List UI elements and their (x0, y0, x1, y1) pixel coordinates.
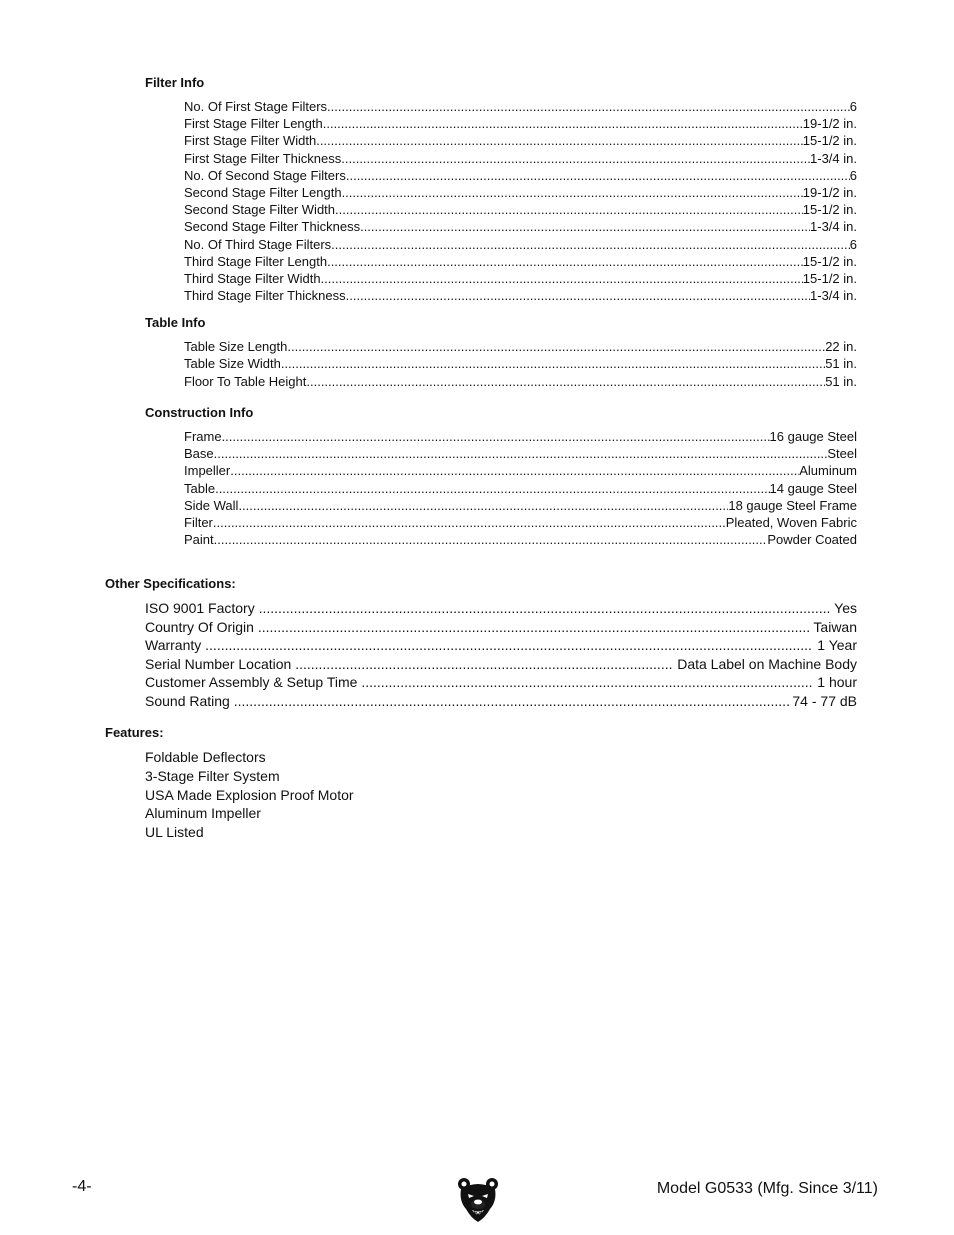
spec-row (145, 619, 857, 638)
spec-value: 15-1/2 in. (802, 270, 857, 286)
spec-row (184, 237, 857, 254)
spec-label: Second Stage Filter Width (184, 202, 336, 218)
spec-value: 15-1/2 in. (802, 202, 857, 218)
spec-row (184, 168, 857, 185)
page-number: -4- (72, 1178, 92, 1195)
construction-info-heading: Construction Info (145, 405, 254, 420)
spec-label: Filter (184, 514, 213, 530)
spec-label: Serial Number Location (145, 655, 296, 672)
leader-dots (213, 515, 726, 530)
spec-value: 6 (849, 236, 857, 252)
spec-row (184, 185, 857, 202)
leader-dots (258, 619, 810, 635)
spec-row (184, 219, 857, 236)
spec-label: Frame (184, 429, 222, 444)
leader-dots (215, 481, 769, 496)
bear-head-logo-icon (457, 1177, 499, 1223)
spec-label: No. Of First Stage Filters (184, 99, 328, 114)
leader-dots (230, 463, 799, 478)
spec-label: First Stage Filter Width (184, 133, 317, 149)
spec-label: No. Of Third Stage Filters (184, 236, 332, 252)
spec-value: Powder Coated (767, 532, 857, 548)
spec-row (184, 99, 857, 116)
spec-value: Yes (830, 600, 857, 616)
spec-row (145, 674, 857, 693)
spec-row (145, 693, 857, 712)
spec-value: Data Label on Machine Body (673, 655, 857, 672)
spec-row (184, 254, 857, 271)
model-label: Model G0533 (Mfg. Since 3/11) (656, 1180, 878, 1197)
spec-value: 51 in. (825, 373, 857, 389)
spec-label: Third Stage Filter Thickness (184, 288, 346, 304)
table-info-heading: Table Info (145, 315, 206, 330)
spec-label: No. Of Second Stage Filters (184, 167, 346, 183)
spec-value: Aluminum (799, 463, 857, 479)
leader-dots (360, 219, 810, 234)
spec-row (184, 463, 857, 480)
spec-value: 16 gauge Steel (769, 429, 857, 444)
leader-dots (335, 202, 803, 217)
spec-value: 6 (849, 99, 857, 114)
spec-value: 6 (849, 167, 857, 183)
spec-label: Second Stage Filter Length (184, 184, 342, 200)
leader-dots (331, 237, 850, 252)
leader-dots (321, 271, 803, 286)
leader-dots (341, 151, 810, 166)
spec-value: 19-1/2 in. (802, 116, 857, 132)
spec-label: Base (184, 446, 214, 462)
spec-row (184, 151, 857, 168)
spec-row (184, 356, 857, 373)
leader-dots (222, 429, 770, 444)
spec-row (145, 600, 857, 619)
spec-value: 1-3/4 in. (810, 150, 857, 166)
leader-dots (234, 693, 789, 709)
spec-row (145, 656, 857, 675)
spec-row (184, 429, 857, 446)
spec-label: Customer Assembly & Setup Time (145, 674, 362, 691)
spec-label: Paint (184, 532, 214, 548)
spec-value: 14 gauge Steel (769, 480, 857, 496)
spec-label: Floor To Table Height (184, 373, 307, 389)
spec-value: 18 gauge Steel Frame (728, 497, 857, 513)
leader-dots (295, 656, 673, 672)
leader-dots (205, 637, 813, 653)
spec-label: ISO 9001 Factory (145, 600, 259, 616)
leader-dots (323, 116, 803, 131)
spec-row (184, 498, 857, 515)
spec-row (184, 446, 857, 463)
table-info-list (184, 339, 857, 391)
spec-label: Warranty (145, 637, 206, 654)
leader-dots (287, 339, 825, 354)
features-heading: Features: (105, 725, 164, 740)
leader-dots (346, 168, 850, 183)
spec-row (145, 637, 857, 656)
spec-row (184, 116, 857, 133)
spec-label: First Stage Filter Thickness (184, 150, 342, 166)
leader-dots (259, 600, 831, 616)
spec-label: Table (184, 480, 216, 496)
spec-row (184, 288, 857, 305)
feature-item: UL Listed (145, 824, 204, 841)
leader-dots (327, 254, 803, 269)
feature-item: 3-Stage Filter System (145, 767, 280, 784)
filter-info-heading: Filter Info (145, 75, 205, 90)
leader-dots (214, 532, 768, 547)
other-specs-heading: Other Specifications: (105, 576, 236, 591)
feature-item: USA Made Explosion Proof Motor (145, 786, 354, 803)
leader-dots (281, 356, 825, 371)
leader-dots (316, 133, 803, 148)
spec-row (184, 339, 857, 356)
spec-row (184, 202, 857, 219)
spec-row (184, 271, 857, 288)
leader-dots (361, 674, 813, 690)
spec-label: Side Wall (184, 497, 239, 513)
spec-label: Table Size Width (184, 356, 281, 372)
spec-row (184, 133, 857, 150)
spec-value: 15-1/2 in. (802, 133, 857, 149)
spec-label: First Stage Filter Length (184, 116, 323, 132)
other-specs-list (145, 600, 857, 712)
leader-dots (214, 446, 828, 461)
spec-row (184, 374, 857, 391)
filter-info-list (184, 99, 857, 305)
leader-dots (306, 374, 825, 389)
spec-label: Third Stage Filter Width (184, 270, 321, 286)
feature-item: Aluminum Impeller (145, 805, 261, 822)
spec-label: Sound Rating (145, 692, 234, 709)
spec-value: 1-3/4 in. (810, 288, 857, 304)
spec-label: Impeller (184, 463, 231, 479)
spec-value: 15-1/2 in. (802, 253, 857, 269)
spec-value: 1 hour (813, 674, 857, 691)
spec-label: Third Stage Filter Length (184, 253, 328, 269)
spec-value: Pleated, Woven Fabric (725, 514, 857, 530)
spec-value: Steel (827, 446, 857, 462)
feature-item: Foldable Deflectors (145, 749, 266, 765)
spec-value: 74 - 77 dB (788, 692, 857, 709)
spec-label: Second Stage Filter Thickness (184, 219, 361, 235)
features-list (145, 748, 354, 842)
spec-value: 1 Year (813, 637, 857, 654)
spec-value: 19-1/2 in. (802, 184, 857, 200)
spec-label: Country Of Origin (145, 618, 258, 635)
spec-value: Taiwan (809, 618, 857, 635)
construction-info-list (184, 429, 857, 549)
leader-dots (238, 498, 728, 513)
leader-dots (327, 99, 850, 114)
spec-value: 51 in. (825, 356, 857, 372)
spec-value: 1-3/4 in. (810, 219, 857, 235)
spec-row (184, 481, 857, 498)
spec-value: 22 in. (825, 339, 857, 354)
leader-dots (342, 185, 803, 200)
leader-dots (346, 288, 810, 303)
spec-row (184, 532, 857, 549)
spec-row (184, 515, 857, 532)
spec-label: Table Size Length (184, 339, 288, 354)
